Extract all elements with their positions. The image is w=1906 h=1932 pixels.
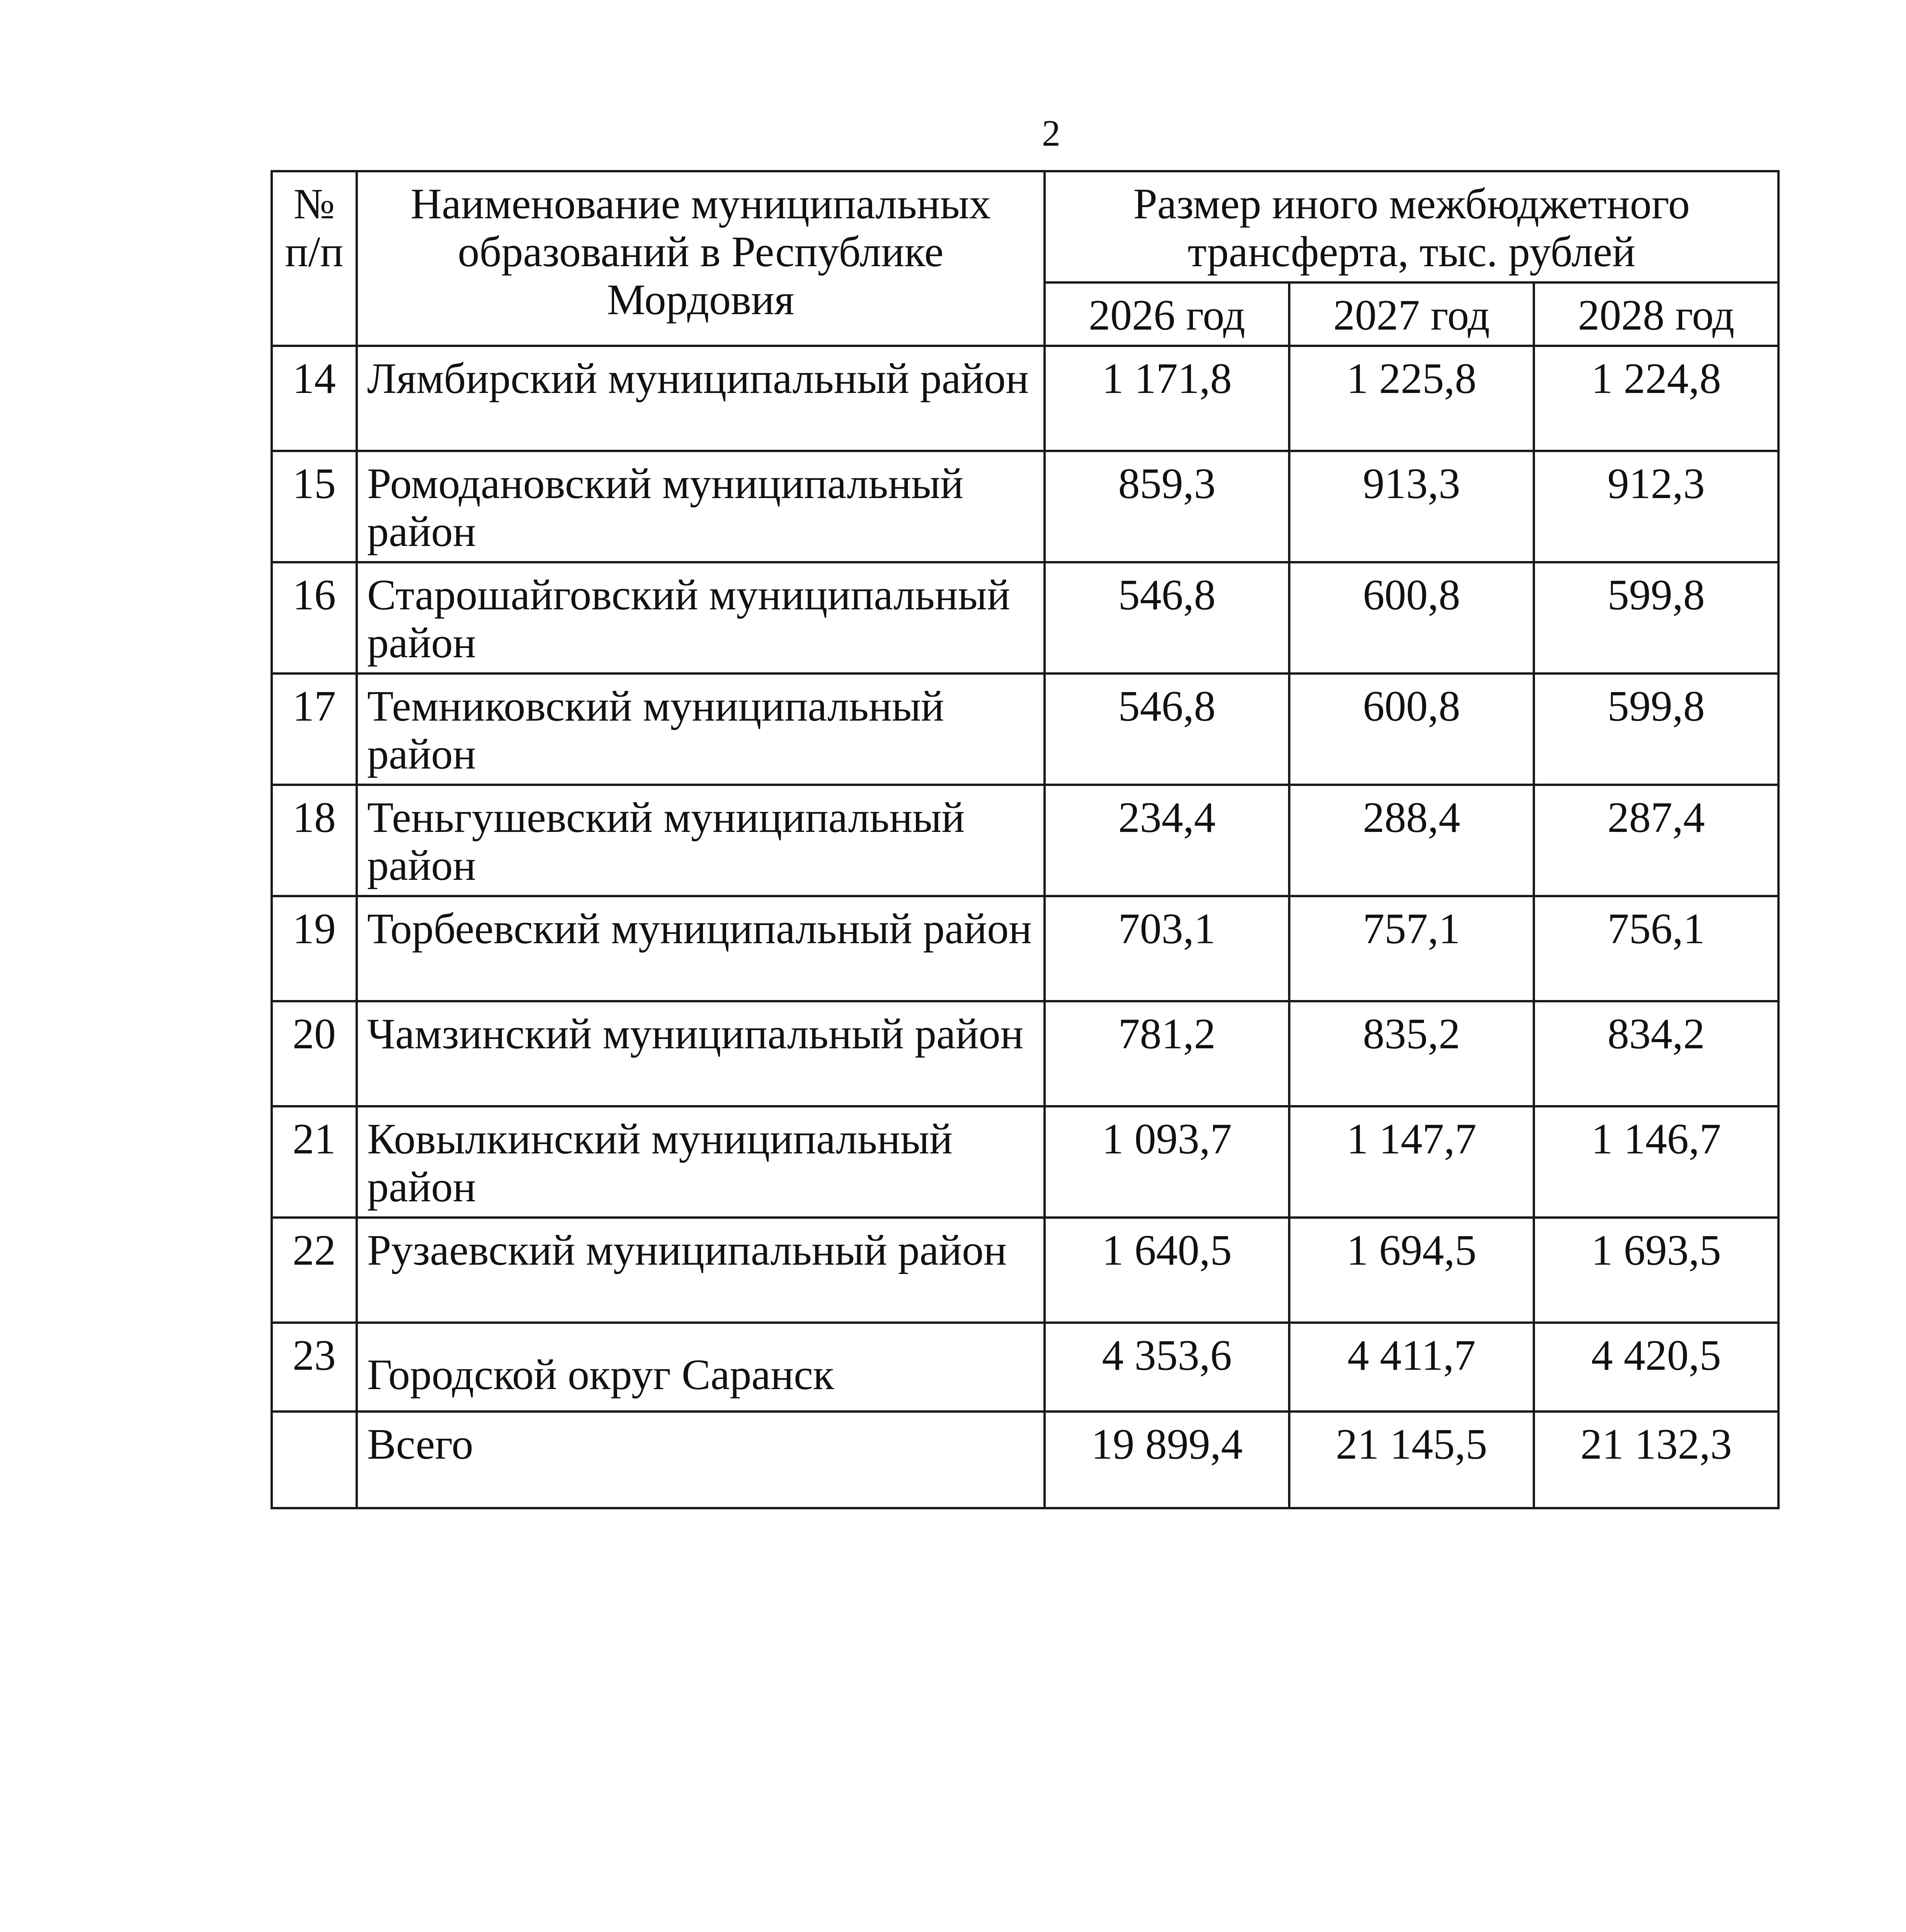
municipality-name: Торбеевский муниципальный район bbox=[357, 896, 1045, 1001]
page-number: 2 bbox=[1042, 112, 1060, 154]
value-2026: 703,1 bbox=[1045, 896, 1289, 1001]
value-2028: 4 420,5 bbox=[1534, 1323, 1778, 1412]
value-2026: 234,4 bbox=[1045, 785, 1289, 896]
value-2027: 913,3 bbox=[1289, 451, 1534, 562]
value-2028: 834,2 bbox=[1534, 1001, 1778, 1106]
value-2027: 757,1 bbox=[1289, 896, 1534, 1001]
row-number: 18 bbox=[272, 785, 357, 896]
transfer-table bbox=[271, 170, 1780, 1509]
value-2028: 1 224,8 bbox=[1534, 346, 1778, 451]
value-2026: 546,8 bbox=[1045, 673, 1289, 785]
value-2026: 859,3 bbox=[1045, 451, 1289, 562]
value-2028: 287,4 bbox=[1534, 785, 1778, 896]
value-2028: 1 693,5 bbox=[1534, 1218, 1778, 1323]
row-number: 21 bbox=[272, 1106, 357, 1218]
value-2027: 600,8 bbox=[1289, 673, 1534, 785]
value-2027: 1 225,8 bbox=[1289, 346, 1534, 451]
value-2027: 288,4 bbox=[1289, 785, 1534, 896]
row-number: 19 bbox=[272, 896, 357, 1001]
row-number: 17 bbox=[272, 673, 357, 785]
municipality-name: Городской округ Саранск bbox=[357, 1323, 1045, 1412]
value-2027: 600,8 bbox=[1289, 562, 1534, 673]
total-2026: 19 899,4 bbox=[1045, 1412, 1289, 1508]
municipality-name: Теньгушевский муниципальный район bbox=[357, 785, 1045, 896]
municipality-name: Ромодановский муниципальный район bbox=[357, 451, 1045, 562]
value-2026: 1 171,8 bbox=[1045, 346, 1289, 451]
total-label: Всего bbox=[357, 1412, 1045, 1508]
row-number: 16 bbox=[272, 562, 357, 673]
column-header-name: Наименование муниципальных образований в Республике Мордовия bbox=[357, 171, 1045, 346]
value-2026: 546,8 bbox=[1045, 562, 1289, 673]
municipality-name: Рузаевский муниципальный район bbox=[357, 1218, 1045, 1323]
municipality-name: Темниковский муниципальный район bbox=[357, 673, 1045, 785]
municipality-name: Лямбирский муниципальный район bbox=[357, 346, 1045, 451]
municipality-name: Старошайговский муниципальный район bbox=[357, 562, 1045, 673]
column-header-year-2028: 2028 год bbox=[1534, 282, 1778, 346]
table-row bbox=[272, 896, 1778, 1001]
value-2028: 756,1 bbox=[1534, 896, 1778, 1001]
municipality-name: Чамзинский муниципальный район bbox=[357, 1001, 1045, 1106]
row-number: 23 bbox=[272, 1323, 357, 1412]
table-total-row bbox=[272, 1412, 1778, 1508]
value-2028: 1 146,7 bbox=[1534, 1106, 1778, 1218]
table-row bbox=[272, 451, 1778, 562]
table-row bbox=[272, 1106, 1778, 1218]
value-2027: 4 411,7 bbox=[1289, 1323, 1534, 1412]
row-number: 15 bbox=[272, 451, 357, 562]
table-row bbox=[272, 785, 1778, 896]
value-2027: 1 694,5 bbox=[1289, 1218, 1534, 1323]
table-row bbox=[272, 562, 1778, 673]
row-number: 14 bbox=[272, 346, 357, 451]
column-header-year-2026: 2026 год bbox=[1045, 282, 1289, 346]
value-2028: 912,3 bbox=[1534, 451, 1778, 562]
column-header-transfer-size: Размер иного межбюджетного трансферта, тыс. рублей bbox=[1045, 171, 1778, 282]
value-2026: 1 640,5 bbox=[1045, 1218, 1289, 1323]
table-header-row bbox=[272, 171, 1778, 282]
municipality-name: Ковылкинский муниципальный район bbox=[357, 1106, 1045, 1218]
value-2028: 599,8 bbox=[1534, 673, 1778, 785]
row-number: 20 bbox=[272, 1001, 357, 1106]
total-2028: 21 132,3 bbox=[1534, 1412, 1778, 1508]
row-number: 22 bbox=[272, 1218, 357, 1323]
table-row bbox=[272, 1001, 1778, 1106]
column-header-number: № п/п bbox=[272, 171, 357, 346]
value-2026: 781,2 bbox=[1045, 1001, 1289, 1106]
value-2026: 4 353,6 bbox=[1045, 1323, 1289, 1412]
table-row bbox=[272, 346, 1778, 451]
value-2027: 1 147,7 bbox=[1289, 1106, 1534, 1218]
total-row-number bbox=[272, 1412, 357, 1508]
column-header-year-2027: 2027 год bbox=[1289, 282, 1534, 346]
table-row bbox=[272, 1323, 1778, 1412]
value-2027: 835,2 bbox=[1289, 1001, 1534, 1106]
value-2028: 599,8 bbox=[1534, 562, 1778, 673]
value-2026: 1 093,7 bbox=[1045, 1106, 1289, 1218]
table-row bbox=[272, 1218, 1778, 1323]
total-2027: 21 145,5 bbox=[1289, 1412, 1534, 1508]
table-row bbox=[272, 673, 1778, 785]
